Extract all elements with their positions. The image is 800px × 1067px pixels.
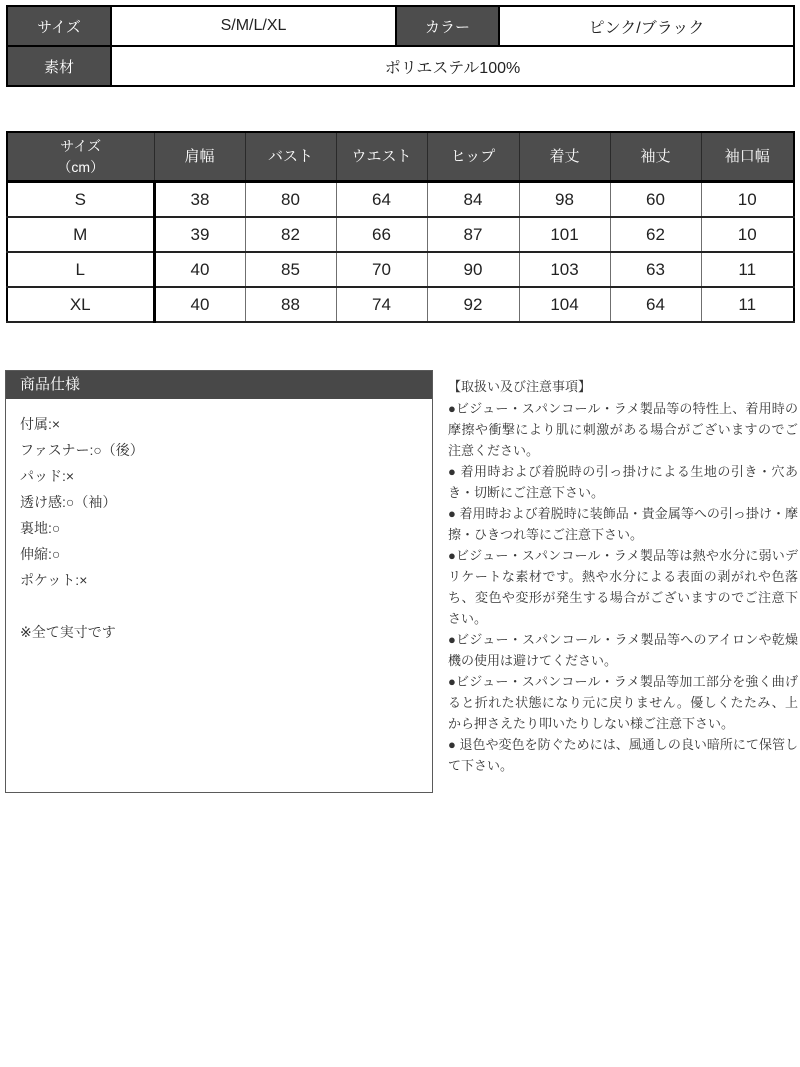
cell-value: 64 — [336, 182, 427, 218]
spec-item-stretch: 伸縮:○ — [20, 546, 61, 562]
cell-value: 87 — [427, 217, 519, 252]
info-color-value: ピンク/ブラック — [499, 6, 794, 46]
handling-note-item: ● 着用時および着脱時の引っ掛けによる生地の引き・穴あき・切断にご注意下さい。 — [448, 464, 798, 500]
product-spec-box — [5, 370, 433, 793]
spec-item-lining: 裏地:○ — [20, 520, 61, 536]
cell-value: 64 — [610, 287, 701, 322]
cell-value: 60 — [610, 182, 701, 218]
cell-value: 82 — [245, 217, 336, 252]
cell-value: 98 — [519, 182, 610, 218]
spec-item-accessory: 付属:× — [20, 416, 61, 432]
spec-item-pocket: ポケット:× — [20, 572, 88, 588]
size-label: S — [7, 182, 154, 218]
cell-value: 103 — [519, 252, 610, 287]
handling-notes — [448, 376, 798, 776]
size-row-xl — [7, 287, 794, 322]
cell-value: 38 — [154, 182, 245, 218]
cell-value: 62 — [610, 217, 701, 252]
cell-value: 11 — [701, 287, 794, 322]
cell-value: 101 — [519, 217, 610, 252]
handling-note-item: ● 着用時および着脱時に装飾品・貴金属等への引っ掛け・摩擦・ひきつれ等にご注意下さい。 — [448, 506, 798, 542]
size-chart-table — [6, 131, 795, 323]
product-info-table — [6, 5, 795, 87]
cell-value: 80 — [245, 182, 336, 218]
handling-note-item: ●ビジュー・スパンコール・ラメ製品等へのアイロンや乾燥機の使用は避けてください。 — [448, 632, 798, 668]
cell-value: 66 — [336, 217, 427, 252]
cell-value: 88 — [245, 287, 336, 322]
handling-notes-title: 【取扱い及び注意事項】 — [448, 379, 592, 394]
cell-value: 70 — [336, 252, 427, 287]
size-chart-header-row — [7, 132, 794, 182]
cell-value: 10 — [701, 217, 794, 252]
cell-value: 10 — [701, 182, 794, 218]
cell-value: 84 — [427, 182, 519, 218]
size-row-s — [7, 182, 794, 218]
handling-note-item: ●ビジュー・スパンコール・ラメ製品等の特性上、着用時の摩擦や衝撃により肌に刺激がある場合がございますのでご注意ください。 — [448, 401, 798, 458]
size-label: M — [7, 217, 154, 252]
size-label: L — [7, 252, 154, 287]
cell-value: 90 — [427, 252, 519, 287]
handling-note-item: ●ビジュー・スパンコール・ラメ製品等加工部分を強く曲げると折れた状態になり元に戻りません。優しくたたみ、上から押さえたり叩いたりしない様ご注意下さい。 — [448, 674, 798, 731]
spec-box-body — [6, 399, 432, 657]
corner-line2: （cm） — [57, 158, 105, 175]
info-size-header: サイズ — [7, 6, 111, 46]
cell-value: 85 — [245, 252, 336, 287]
info-row-material — [7, 46, 794, 86]
spec-measurement-note: ※全て実寸です — [20, 624, 116, 640]
cell-value: 40 — [154, 252, 245, 287]
info-material-header: 素材 — [7, 46, 111, 86]
size-chart-corner-header — [7, 132, 154, 182]
cell-value: 63 — [610, 252, 701, 287]
spec-item-sheerness: 透け感:○（袖） — [20, 494, 117, 510]
cell-value: 74 — [336, 287, 427, 322]
info-material-value: ポリエステル100% — [111, 46, 794, 86]
spec-box-title: 商品仕様 — [6, 371, 432, 399]
handling-note-item: ●ビジュー・スパンコール・ラメ製品等は熱や水分に弱いデリケートな素材です。熱や水分による表面の剥がれや色落ち、変色や変形が発生する場合がございますのでご注意下さい。 — [448, 548, 798, 626]
cell-value: 11 — [701, 252, 794, 287]
col-header-waist: ウエスト — [336, 132, 427, 182]
col-header-hip: ヒップ — [427, 132, 519, 182]
col-header-sleeve: 袖丈 — [610, 132, 701, 182]
col-header-bust: バスト — [245, 132, 336, 182]
col-header-cuff: 袖口幅 — [701, 132, 794, 182]
spec-item-pad: パッド:× — [20, 468, 75, 484]
size-row-m — [7, 217, 794, 252]
corner-line1: サイズ — [60, 138, 102, 155]
handling-note-item: ● 退色や変色を防ぐためには、風通しの良い暗所にて保管して下さい。 — [448, 737, 798, 773]
cell-value: 39 — [154, 217, 245, 252]
info-size-value: S/M/L/XL — [111, 6, 396, 46]
spec-item-fastener: ファスナー:○（後） — [20, 442, 144, 458]
col-header-shoulder: 肩幅 — [154, 132, 245, 182]
size-label: XL — [7, 287, 154, 322]
col-header-length: 着丈 — [519, 132, 610, 182]
size-row-l — [7, 252, 794, 287]
cell-value: 40 — [154, 287, 245, 322]
cell-value: 104 — [519, 287, 610, 322]
cell-value: 92 — [427, 287, 519, 322]
info-row-size-color — [7, 6, 794, 46]
info-color-header: カラー — [396, 6, 499, 46]
